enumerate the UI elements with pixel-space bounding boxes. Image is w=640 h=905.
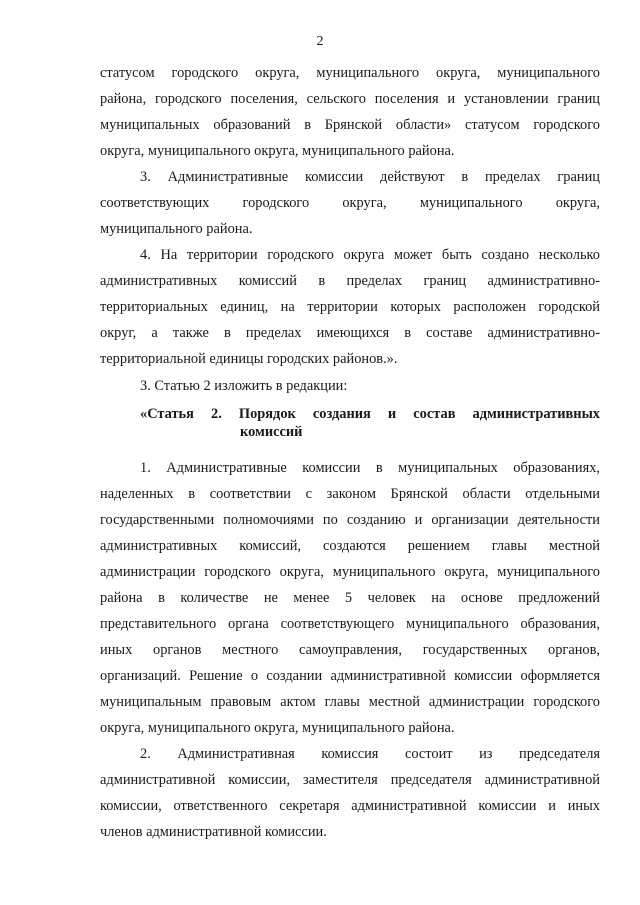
text-line: 1. Административные комиссии в муниципальных образованиях, [140, 460, 600, 476]
text-line: членов административной комиссии. [100, 824, 327, 840]
text-line: иных органов местного самоуправления, государственных органов, [100, 642, 600, 658]
article-heading: «Статья 2. Порядок создания и состав административных [140, 406, 600, 422]
text-line: 4. На территории городского округа может быть создано несколько [140, 247, 600, 263]
text-line: статусом городского округа, муниципального округа, муниципального [100, 65, 600, 81]
text-line: округ, а также в пределах имеющихся в составе административно- [100, 325, 600, 341]
article-heading-continued: комиссий [240, 424, 303, 440]
text-line: административных комиссий в пределах границ административно- [100, 273, 600, 289]
text-line: соответствующих городского округа, муниципального округа, [100, 195, 600, 211]
text-line: территориальной единицы городских районов.». [100, 351, 398, 367]
text-line: комиссии, ответственного секретаря административной комиссии и иных [100, 798, 600, 814]
text-line: государственными полномочиями по созданию и организации деятельности [100, 512, 600, 528]
text-line: округа, муниципального округа, муниципального района. [100, 143, 455, 159]
text-line: административных комиссий, создаются решением главы местной [100, 538, 600, 554]
text-line: муниципальных образований в Брянской области» статусом городского [100, 117, 600, 133]
text-line: муниципальным правовым актом главы местной администрации городского [100, 694, 600, 710]
text-line: администрации городского округа, муниципального округа, муниципального [100, 564, 600, 580]
text-line: 2. Административная комиссия состоит из председателя [140, 746, 600, 762]
text-line: административной комиссии, заместителя председателя административной [100, 772, 600, 788]
text-line: 3. Статью 2 изложить в редакции: [140, 378, 348, 394]
page-number: 2 [316, 34, 324, 49]
text-line: округа, муниципального округа, муниципального района. [100, 720, 455, 736]
text-line: территориальных единиц, на территории которых расположен городской [100, 299, 600, 315]
text-line: 3. Административные комиссии действуют в пределах границ [140, 169, 600, 185]
text-line: муниципального района. [100, 221, 253, 237]
text-line: района, городского поселения, сельского поселения и установлении границ [100, 91, 600, 107]
text-line: представительного органа соответствующего муниципального образования, [100, 616, 600, 632]
text-line: наделенных в соответствии с законом Брянской области отдельными [100, 486, 600, 502]
text-line: района в количестве не менее 5 человек на основе предложений [100, 590, 600, 606]
text-line: организаций. Решение о создании административной комиссии оформляется [100, 668, 600, 684]
